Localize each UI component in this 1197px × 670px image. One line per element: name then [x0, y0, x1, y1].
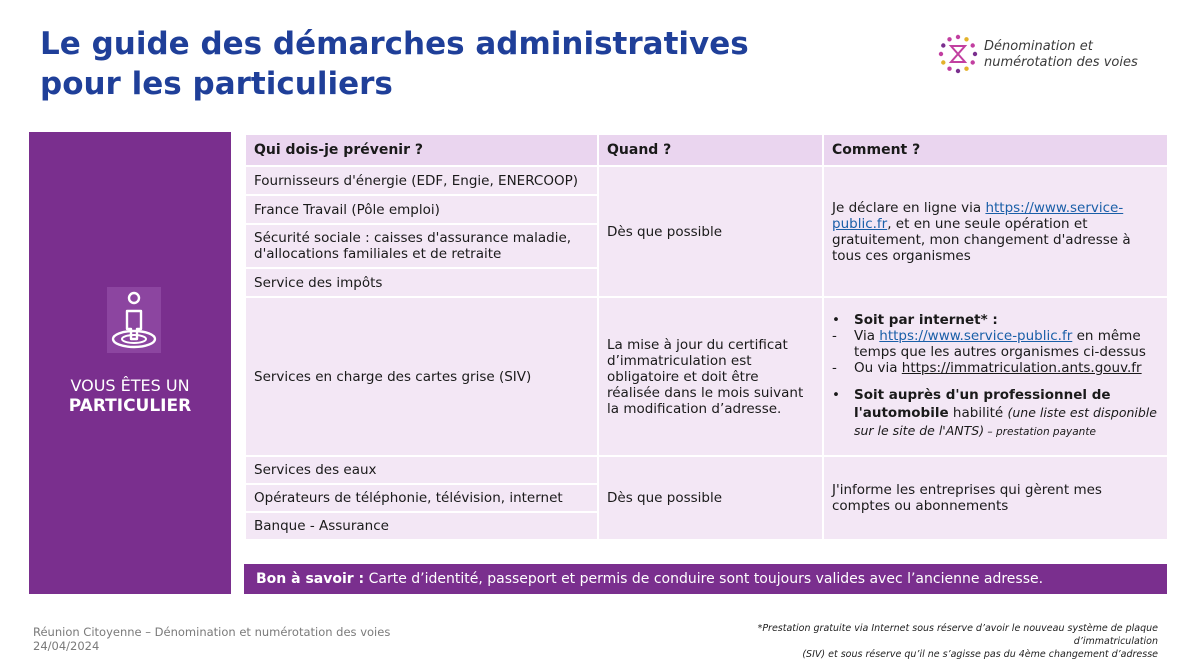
star-circle-logo-icon	[938, 34, 978, 74]
table-row	[245, 297, 1168, 456]
bon-a-savoir-label: Bon à savoir :	[256, 571, 365, 587]
who-siv: Services en charge des cartes grise (SIV)	[245, 297, 598, 456]
list-item: - Ou via https://immatriculation.ants.gouv.fr	[832, 360, 1142, 376]
logo-line2: numérotation des voies	[984, 55, 1138, 70]
who-securite-sociale: Sécurité sociale : caisses d'assurance maladie, d'allocations familiales et de retraite	[245, 224, 598, 268]
table-row	[245, 456, 1168, 484]
how-group1-after: , et en une seule opération et gratuitement, mon changement d'adresse à tous ces organismes	[832, 215, 1131, 264]
service-public-link[interactable]: https://www.service-public.fr	[832, 199, 1124, 232]
list-item: • Soit par internet* :	[832, 312, 998, 328]
how-group2-list	[832, 312, 1159, 441]
logo-line1: Dénomination et	[984, 39, 1093, 54]
when-group2: La mise à jour du certificat d’immatriculation est obligatoire et doit être réalisée dans le mois suivant la modification d’adresse.	[598, 297, 823, 456]
bullet2-small: – prestation payante	[984, 426, 1096, 438]
who-energy: Fournisseurs d'énergie (EDF, Engie, ENERCOOP)	[245, 166, 598, 195]
bullet-professionnel: Soit auprès d'un professionnel de l'automobile	[854, 387, 1111, 421]
procedures-table	[244, 133, 1169, 541]
left-panel-text	[29, 375, 231, 417]
service-public-link-2[interactable]: https://www.service-public.fr	[879, 328, 1073, 344]
table-row	[245, 166, 1168, 195]
footnote-line2: (SIV) et sous réserve qu’il ne s’agisse pas du 4ème changement d’adresse	[802, 649, 1158, 660]
header-when: Quand ?	[598, 134, 823, 166]
page-title	[40, 24, 749, 104]
how-group1-before: Je déclare en ligne via	[832, 199, 986, 216]
when-group3: Dès que possible	[598, 456, 823, 540]
bon-a-savoir-banner	[244, 564, 1167, 594]
table-header-row	[245, 134, 1168, 166]
page-title-line1: Le guide des démarches administratives	[40, 26, 749, 62]
logo	[938, 32, 1178, 76]
how-group3: J'informe les entreprises qui gèrent mes comptes ou abonnements	[823, 456, 1168, 540]
footer-line1: Réunion Citoyenne – Dénomination et numérotation des voies	[33, 625, 391, 639]
left-panel-line2: PARTICULIER	[68, 396, 192, 416]
footnote	[688, 622, 1158, 661]
how-group1	[823, 166, 1168, 297]
left-panel	[29, 132, 231, 594]
how-group2	[823, 297, 1168, 456]
footer	[33, 625, 390, 653]
logo-text	[984, 39, 1138, 71]
when-group1: Dès que possible	[598, 166, 823, 297]
bullet2-normal: habilité	[948, 405, 1008, 421]
person-icon	[107, 287, 161, 353]
ants-url[interactable]: https://immatriculation.ants.gouv.fr	[901, 360, 1142, 376]
sub2-before: Ou via	[854, 360, 902, 376]
list-item: - Via https://www.service-public.fr en même temps que les autres organismes ci-dessus	[832, 328, 1146, 360]
left-panel-line1: VOUS ÊTES UN	[70, 376, 190, 395]
who-france-travail: France Travail (Pôle emploi)	[245, 195, 598, 224]
bon-a-savoir-text: Carte d’identité, passeport et permis de conduire sont toujours valides avec l’ancienne adresse.	[364, 571, 1044, 587]
header-how: Comment ?	[823, 134, 1168, 166]
sub1-before: Via	[854, 328, 880, 344]
who-banque: Banque - Assurance	[245, 512, 598, 540]
bullet-internet: Soit par internet* :	[854, 312, 998, 328]
page-title-line2: pour les particuliers	[40, 66, 393, 102]
who-eaux: Services des eaux	[245, 456, 598, 484]
who-telecom: Opérateurs de téléphonie, télévision, internet	[245, 484, 598, 512]
footnote-line1: *Prestation gratuite via Internet sous réserve d’avoir le nouveau système de plaque d’immatriculation	[757, 623, 1158, 647]
bullet2-italic: (une liste est disponible sur le site de l'ANTS)	[854, 405, 1157, 438]
who-impots: Service des impôts	[245, 268, 598, 297]
footer-date: 24/04/2024	[33, 639, 100, 653]
sub1-after: en même temps que les autres organismes ci-dessus	[854, 328, 1146, 360]
list-item: • Soit auprès d'un professionnel de l'automobile habilité (une liste est disponible sur le site de l'ANTS) – prestation payante	[832, 387, 1157, 438]
header-who: Qui dois-je prévenir ?	[245, 134, 598, 166]
